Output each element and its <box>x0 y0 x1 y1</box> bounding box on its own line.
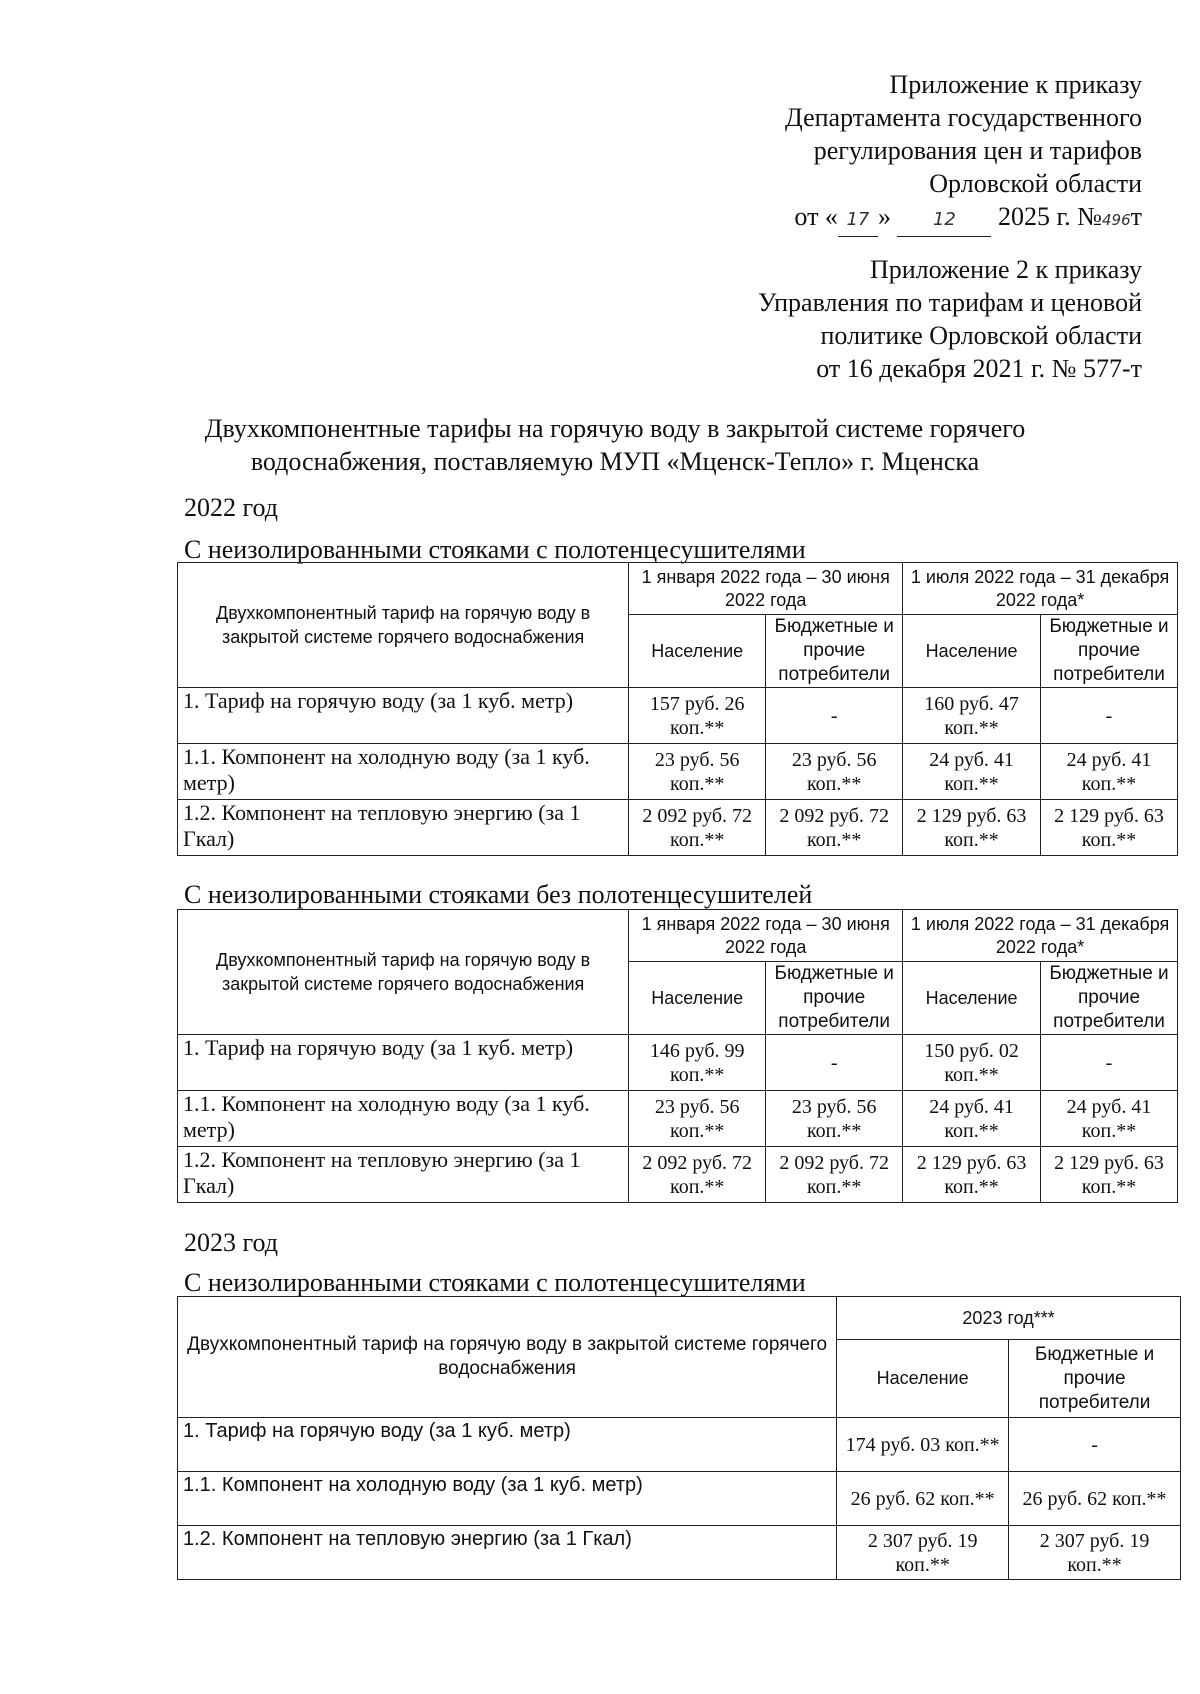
value-cell: 2 307 руб. 19 коп.** <box>1009 1526 1181 1580</box>
row-label: 1. Тариф на горячую воду (за 1 куб. метр) <box>178 1418 837 1472</box>
period-header: 1 июля 2022 года – 31 декабря 2022 года* <box>903 910 1178 962</box>
row-label: 1.2. Компонент на тепловую энергию (за 1 Гкал) <box>178 1147 629 1203</box>
budget-header: Бюджетные и прочие потребители <box>1041 615 1178 688</box>
table-row <box>178 1035 1178 1091</box>
tariff-table-3 <box>177 1296 1181 1580</box>
year-heading-2022: 2022 год <box>184 493 278 522</box>
col-header-main: Двухкомпонентный тариф на горячую воду в закрытой системе горячего водоснабжения <box>178 910 629 1035</box>
value-cell: 2 307 руб. 19 коп.** <box>837 1526 1009 1580</box>
value-cell: 26 руб. 62 коп.** <box>837 1472 1009 1526</box>
value-cell: 23 руб. 56 коп.** <box>766 1091 903 1147</box>
table-row <box>178 800 1178 856</box>
table1-subtitle: С неизолированными стояками с полотенцесушителями <box>184 535 806 564</box>
value-cell: 157 руб. 26 коп.** <box>629 688 766 744</box>
date-mid: » <box>877 202 891 231</box>
handwritten-number: 496 <box>1101 211 1131 229</box>
budget-header: Бюджетные и прочие потребители <box>1041 962 1178 1035</box>
value-cell: 2 129 руб. 63 коп.** <box>1041 800 1178 856</box>
row-label: 1.2. Компонент на тепловую энергию (за 1 Гкал) <box>178 1526 837 1580</box>
row-label: 1.2. Компонент на тепловую энергию (за 1 Гкал) <box>178 800 629 856</box>
table-row <box>178 1418 1181 1472</box>
value-cell: 2 129 руб. 63 коп.** <box>1041 1147 1178 1203</box>
value-cell: - <box>766 1035 903 1091</box>
value-cell: 23 руб. 56 коп.** <box>629 744 766 800</box>
col-header-main: Двухкомпонентный тариф на горячую воду в закрытой системе горячего водоснабжения <box>178 563 629 688</box>
table-row <box>178 1526 1181 1580</box>
value-cell: 174 руб. 03 коп.** <box>837 1418 1009 1472</box>
table-row <box>178 744 1178 800</box>
year-heading-2023: 2023 год <box>184 1228 278 1257</box>
pop-header: Население <box>629 615 766 688</box>
appendix-header <box>785 68 1142 237</box>
date-year: 2025 г. № <box>997 202 1102 231</box>
row-label: 1.1. Компонент на холодную воду (за 1 куб. метр) <box>178 744 629 800</box>
col-header-main: Двухкомпонентный тариф на горячую воду в закрытой системе горячего водоснабжения <box>178 1297 837 1418</box>
row-label: 1.1. Компонент на холодную воду (за 1 куб. метр) <box>178 1091 629 1147</box>
value-cell: 2 092 руб. 72 коп.** <box>629 1147 766 1203</box>
period-header: 1 января 2022 года – 30 июня 2022 года <box>629 563 903 615</box>
table-row <box>178 688 1178 744</box>
value-cell: 2 092 руб. 72 коп.** <box>766 1147 903 1203</box>
pop-header: Население <box>837 1340 1009 1418</box>
value-cell: 23 руб. 56 коп.** <box>629 1091 766 1147</box>
value-cell: - <box>1009 1418 1181 1472</box>
period-header: 1 июля 2022 года – 31 декабря 2022 года* <box>903 563 1178 615</box>
value-cell: 2 129 руб. 63 коп.** <box>903 800 1041 856</box>
value-cell: 24 руб. 41 коп.** <box>1041 744 1178 800</box>
document-title-line: Двухкомпонентные тарифы на горячую воду в закрытой системе горячего <box>204 414 1026 443</box>
budget-header: Бюджетные и прочие потребители <box>766 615 903 688</box>
handwritten-month: 12 <box>897 203 991 237</box>
document-title-line: водоснабжения, поставляемую МУП «Мценск-Тепло» г. Мценска <box>250 447 980 476</box>
appendix2-header-line: Управления по тарифам и ценовой <box>758 288 1142 317</box>
value-cell: - <box>1041 688 1178 744</box>
value-cell: 26 руб. 62 коп.** <box>1009 1472 1181 1526</box>
table3-subtitle: С неизолированными стояками с полотенцесушителями <box>184 1268 806 1297</box>
row-label: 1.1. Компонент на холодную воду (за 1 куб. метр) <box>178 1472 837 1526</box>
period-header: 1 января 2022 года – 30 июня 2022 года <box>629 910 903 962</box>
appendix2-header-line: политике Орловской области <box>820 321 1142 350</box>
appendix-header-line: Орловской области <box>929 169 1142 198</box>
appendix-header-line: регулирования цен и тарифов <box>813 136 1142 165</box>
table-row <box>178 1091 1178 1147</box>
value-cell: 2 092 руб. 72 коп.** <box>629 800 766 856</box>
pop-header: Население <box>903 962 1041 1035</box>
value-cell: 2 092 руб. 72 коп.** <box>766 800 903 856</box>
appendix-header-line: Приложение к приказу <box>889 70 1142 99</box>
budget-header: Бюджетные и прочие потребители <box>766 962 903 1035</box>
table-row <box>178 1147 1178 1203</box>
table2-subtitle: С неизолированными стояками без полотенцесушителей <box>184 880 813 909</box>
value-cell: 146 руб. 99 коп.** <box>629 1035 766 1091</box>
document-title <box>150 412 1080 478</box>
value-cell: 160 руб. 47 коп.** <box>903 688 1041 744</box>
budget-header: Бюджетные и прочие потребители <box>1009 1340 1181 1418</box>
tariff-table-2 <box>177 909 1178 1203</box>
value-cell: 150 руб. 02 коп.** <box>903 1035 1041 1091</box>
date-prefix: от « <box>794 202 838 231</box>
appendix-header-line: Департамента государственного <box>785 103 1142 132</box>
row-label: 1. Тариф на горячую воду (за 1 куб. метр) <box>178 1035 629 1091</box>
table-row <box>178 1472 1181 1526</box>
pop-header: Население <box>629 962 766 1035</box>
handwritten-day: 17 <box>838 203 878 237</box>
value-cell: 24 руб. 41 коп.** <box>903 1091 1041 1147</box>
number-suffix: т <box>1130 202 1142 231</box>
appendix2-header-line: Приложение 2 к приказу <box>869 255 1142 284</box>
tariff-table-1 <box>177 562 1178 856</box>
appendix2-header-line: от 16 декабря 2021 г. № 577-т <box>816 354 1142 383</box>
value-cell: - <box>1041 1035 1178 1091</box>
value-cell: - <box>766 688 903 744</box>
period-header: 2023 год*** <box>837 1297 1181 1340</box>
value-cell: 24 руб. 41 коп.** <box>903 744 1041 800</box>
value-cell: 2 129 руб. 63 коп.** <box>903 1147 1041 1203</box>
pop-header: Население <box>903 615 1041 688</box>
value-cell: 23 руб. 56 коп.** <box>766 744 903 800</box>
row-label: 1. Тариф на горячую воду (за 1 куб. метр) <box>178 688 629 744</box>
value-cell: 24 руб. 41 коп.** <box>1041 1091 1178 1147</box>
appendix2-header <box>758 253 1142 385</box>
appendix-date-line <box>785 200 1142 237</box>
